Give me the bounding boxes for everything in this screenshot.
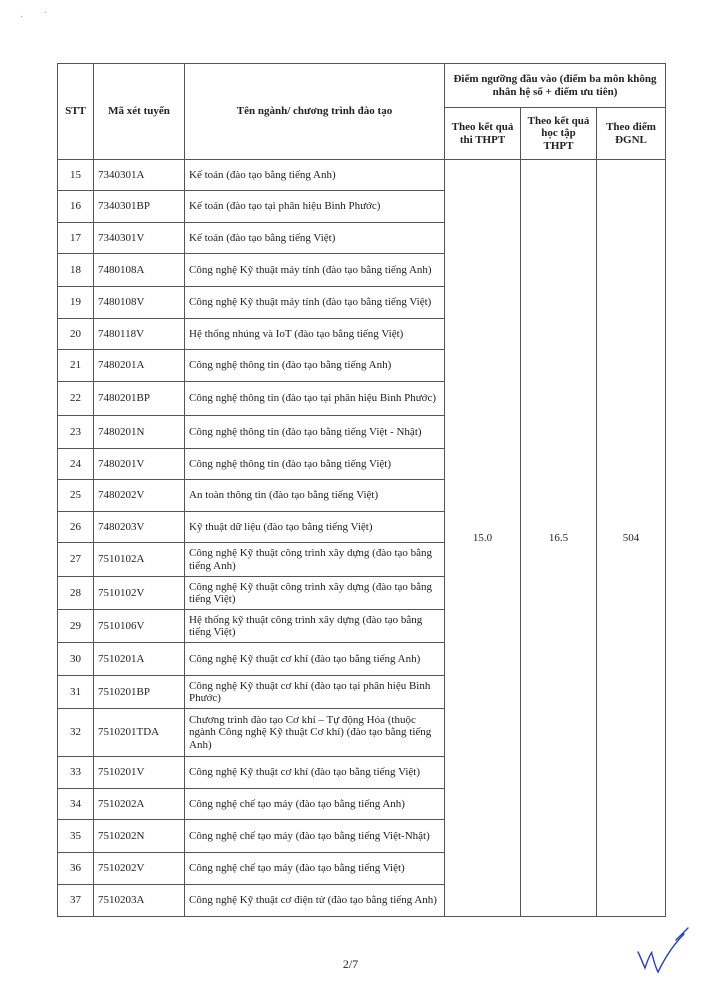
- row-stt: 15: [58, 160, 94, 191]
- score-thpt-record: 16.5: [521, 160, 597, 917]
- row-program-name: Công nghệ Kỹ thuật cơ khí (đào tạo bằng tiếng Việt): [185, 757, 445, 789]
- row-code: 7510201TDA: [94, 709, 185, 757]
- row-program-name: Công nghệ thông tin (đào tạo bằng tiếng Anh): [185, 350, 445, 382]
- header-stt: STT: [58, 64, 94, 160]
- row-code: 7480118V: [94, 319, 185, 350]
- row-program-name: Công nghệ thông tin (đào tạo bằng tiếng Việt): [185, 449, 445, 480]
- row-code: 7480201N: [94, 416, 185, 449]
- header-code: Mã xét tuyển: [94, 64, 185, 160]
- row-code: 7510201BP: [94, 676, 185, 709]
- row-code: 7340301A: [94, 160, 185, 191]
- row-code: 7510202V: [94, 853, 185, 885]
- header-threshold: Điểm ngưỡng đầu vào (điểm ba môn không nhân hệ số + điểm ưu tiên): [445, 64, 666, 108]
- table-row: [58, 160, 666, 191]
- row-code: 7510201V: [94, 757, 185, 789]
- header-dgnl: Theo điểm ĐGNL: [597, 108, 666, 160]
- score-dgnl: 504: [597, 160, 666, 917]
- row-code: 7480202V: [94, 480, 185, 512]
- header-program: Tên ngành/ chương trình đào tạo: [185, 64, 445, 160]
- row-stt: 16: [58, 191, 94, 223]
- row-code: 7480108A: [94, 254, 185, 287]
- row-code: 7510202N: [94, 820, 185, 853]
- header-thpt-record: Theo kết quả học tập THPT: [521, 108, 597, 160]
- row-stt: 21: [58, 350, 94, 382]
- row-stt: 25: [58, 480, 94, 512]
- row-program-name: Hệ thống nhúng và IoT (đào tạo bằng tiếng Việt): [185, 319, 445, 350]
- row-code: 7510201A: [94, 643, 185, 676]
- row-program-name: Công nghệ thông tin (đào tạo tại phân hiệu Bình Phước): [185, 382, 445, 416]
- row-code: 7480203V: [94, 512, 185, 543]
- row-code: 7480201BP: [94, 382, 185, 416]
- row-code: 7340301V: [94, 223, 185, 254]
- row-stt: 34: [58, 789, 94, 820]
- row-code: 7510102V: [94, 577, 185, 610]
- signature-mark: [632, 918, 692, 978]
- row-program-name: Công nghệ chế tạo máy (đào tạo bằng tiếng Việt): [185, 853, 445, 885]
- row-stt: 26: [58, 512, 94, 543]
- row-stt: 32: [58, 709, 94, 757]
- row-stt: 17: [58, 223, 94, 254]
- corner-mark: ·: [44, 8, 48, 19]
- row-code: 7510203A: [94, 885, 185, 917]
- row-stt: 18: [58, 254, 94, 287]
- row-program-name: Công nghệ chế tạo máy (đào tạo bằng tiếng Anh): [185, 789, 445, 820]
- row-code: 7510102A: [94, 543, 185, 577]
- row-program-name: Công nghệ Kỹ thuật máy tính (đào tạo bằng tiếng Anh): [185, 254, 445, 287]
- row-stt: 31: [58, 676, 94, 709]
- row-stt: 27: [58, 543, 94, 577]
- page-number: 2/7: [342, 957, 359, 971]
- row-stt: 20: [58, 319, 94, 350]
- row-stt: 36: [58, 853, 94, 885]
- row-program-name: Kỹ thuật dữ liệu (đào tạo bằng tiếng Việt): [185, 512, 445, 543]
- row-program-name: Công nghệ Kỹ thuật cơ khí (đào tạo tại phân hiệu Bình Phước): [185, 676, 445, 709]
- row-program-name: Chương trình đào tạo Cơ khí – Tự động Hóa (thuộc ngành Công nghệ Kỹ thuật Cơ khí) (đào tạo bằng tiếng Anh): [185, 709, 445, 757]
- corner-mark: ·: [20, 12, 24, 23]
- row-stt: 24: [58, 449, 94, 480]
- admission-threshold-table: [57, 63, 666, 917]
- row-program-name: Công nghệ Kỹ thuật công trình xây dựng (đào tạo bằng tiếng Việt): [185, 577, 445, 610]
- row-program-name: Công nghệ Kỹ thuật cơ điện tử (đào tạo bằng tiếng Anh): [185, 885, 445, 917]
- row-code: 7480201V: [94, 449, 185, 480]
- row-code: 7510202A: [94, 789, 185, 820]
- row-program-name: Kế toán (đào tạo tại phân hiệu Bình Phước): [185, 191, 445, 223]
- row-program-name: Công nghệ Kỹ thuật cơ khí (đào tạo bằng tiếng Anh): [185, 643, 445, 676]
- row-stt: 35: [58, 820, 94, 853]
- row-program-name: Công nghệ Kỹ thuật máy tính (đào tạo bằng tiếng Việt): [185, 287, 445, 319]
- row-program-name: Công nghệ chế tạo máy (đào tạo bằng tiếng Việt-Nhật): [185, 820, 445, 853]
- row-program-name: Công nghệ thông tin (đào tạo bằng tiếng Việt - Nhật): [185, 416, 445, 449]
- score-thpt-exam: 15.0: [445, 160, 521, 917]
- row-stt: 29: [58, 610, 94, 643]
- table-body: [58, 160, 666, 917]
- row-stt: 30: [58, 643, 94, 676]
- row-stt: 28: [58, 577, 94, 610]
- header-thpt-exam: Theo kết quả thi THPT: [445, 108, 521, 160]
- row-stt: 33: [58, 757, 94, 789]
- row-program-name: Kế toán (đào tạo bằng tiếng Việt): [185, 223, 445, 254]
- row-program-name: Kế toán (đào tạo bằng tiếng Anh): [185, 160, 445, 191]
- row-stt: 19: [58, 287, 94, 319]
- row-code: 7480201A: [94, 350, 185, 382]
- row-stt: 22: [58, 382, 94, 416]
- row-stt: 23: [58, 416, 94, 449]
- row-program-name: Công nghệ Kỹ thuật công trình xây dựng (đào tạo bằng tiếng Anh): [185, 543, 445, 577]
- row-stt: 37: [58, 885, 94, 917]
- row-program-name: Hệ thống kỹ thuật công trình xây dựng (đào tạo bằng tiếng Việt): [185, 610, 445, 643]
- row-code: 7510106V: [94, 610, 185, 643]
- row-program-name: An toàn thông tin (đào tạo bằng tiếng Việt): [185, 480, 445, 512]
- row-code: 7480108V: [94, 287, 185, 319]
- row-code: 7340301BP: [94, 191, 185, 223]
